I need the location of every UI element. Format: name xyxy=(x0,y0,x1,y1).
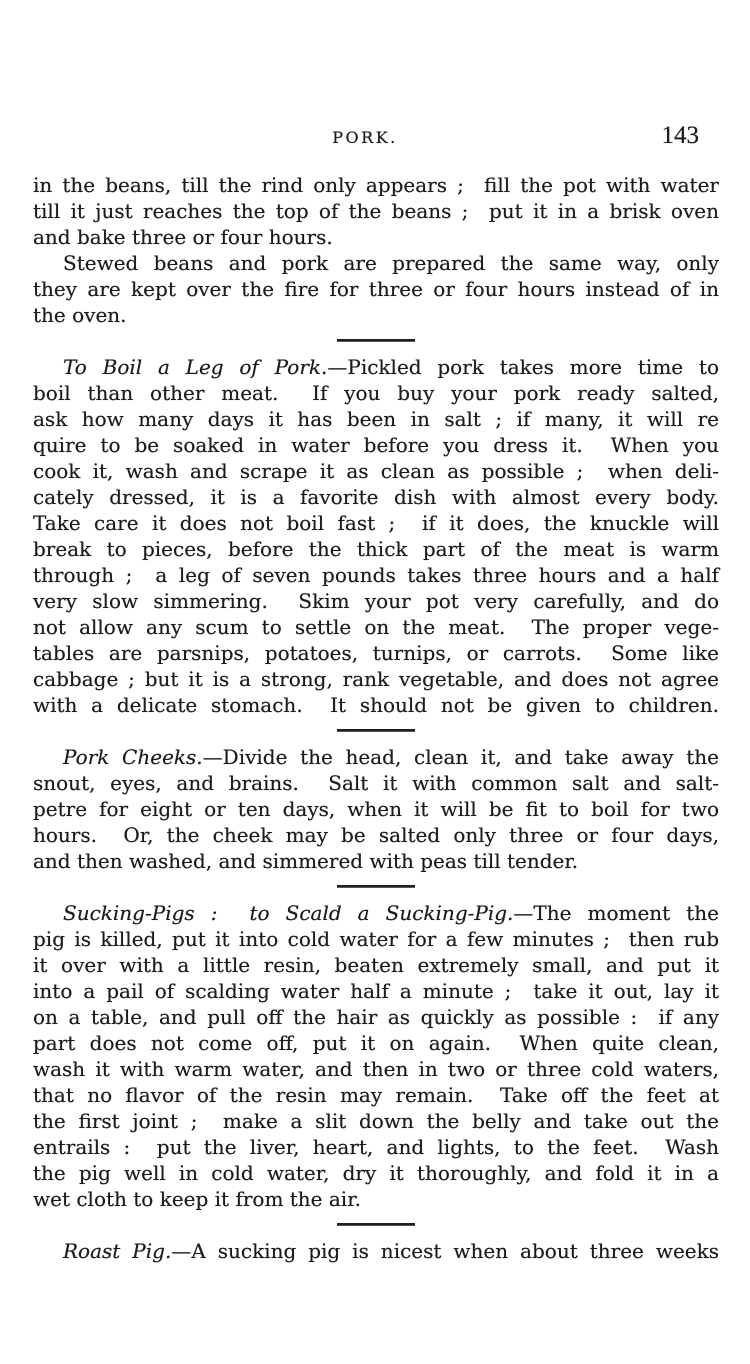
text-line: Pork Cheeks.—Divide the head, clean it, and take away the xyxy=(63,745,719,769)
text-line: Sucking-Pigs : to Scald a Sucking-Pig.—The moment the xyxy=(63,901,719,925)
text-line: tables are parsnips, potatoes, turnips, or carrots. Some like xyxy=(33,641,719,665)
page-title: PORK. xyxy=(332,128,398,147)
text-line: part does not come off, put it on again. When quite clean, xyxy=(33,1031,719,1055)
text-line: Stewed beans and pork are prepared the same way, only xyxy=(63,251,719,275)
text-line: wet cloth to keep it from the air. xyxy=(33,1187,361,1211)
page-body xyxy=(33,172,719,1264)
paragraph xyxy=(33,744,719,874)
text-line: the oven. xyxy=(33,303,127,327)
text-line: entrails : put the liver, heart, and lights, to the feet. Wash xyxy=(33,1135,719,1159)
text-line: the first joint ; make a slit down the belly and take out the xyxy=(33,1109,719,1133)
recipe-title: To Boil a Leg of Pork. xyxy=(63,355,328,379)
section-divider xyxy=(337,885,415,888)
text-line: boil than other meat. If you buy your pork ready salted, xyxy=(33,381,719,405)
text-line: with a delicate stomach. It should not be given to children. xyxy=(33,693,719,717)
text-line: they are kept over the fire for three or four hours instead of in xyxy=(33,277,719,301)
recipe-title: Sucking-Pigs : to Scald a Sucking-Pig. xyxy=(63,901,514,925)
paragraph xyxy=(33,250,719,328)
text-line: in the beans, till the rind only appears ; fill the pot with water xyxy=(33,173,719,197)
text-line: that no flavor of the resin may remain. Take off the feet at xyxy=(33,1083,719,1107)
text-line: and bake three or four hours. xyxy=(33,225,333,249)
paragraph xyxy=(33,1238,719,1264)
text-line: break to pieces, before the thick part of the meat is warm xyxy=(33,537,719,561)
text-line: snout, eyes, and brains. Salt it with common salt and salt- xyxy=(33,771,719,795)
text-line: petre for eight or ten days, when it will be fit to boil for two xyxy=(33,797,719,821)
section-divider xyxy=(337,729,415,732)
paragraph xyxy=(33,900,719,1212)
paragraph xyxy=(33,172,719,250)
text-line: and then washed, and simmered with peas till tender. xyxy=(33,849,579,873)
text-line: not allow any scum to settle on the meat. The proper vege- xyxy=(33,615,719,639)
text-line: Take care it does not boil fast ; if it does, the knuckle will xyxy=(33,511,719,535)
section-divider xyxy=(337,339,415,342)
text-line: ask how many days it has been in salt ; if many, it will re xyxy=(33,407,719,431)
text-line: Roast Pig.—A sucking pig is nicest when about three weeks xyxy=(63,1239,719,1263)
running-header xyxy=(33,122,719,158)
text-line: cately dressed, it is a favorite dish with almost every body. xyxy=(33,485,719,509)
text-line: quire to be soaked in water before you dress it. When you xyxy=(33,433,719,457)
text-line: into a pail of scalding water half a minute ; take it out, lay it xyxy=(33,979,719,1003)
text-line: the pig well in cold water, dry it thoroughly, and fold it in a xyxy=(33,1161,719,1185)
text-line: pig is killed, put it into cold water for a few minutes ; then rub xyxy=(33,927,719,951)
text-line: very slow simmering. Skim your pot very carefully, and do xyxy=(33,589,719,613)
text-line: cook it, wash and scrape it as clean as possible ; when deli- xyxy=(33,459,719,483)
section-divider xyxy=(337,1223,415,1226)
text-line: wash it with warm water, and then in two or three cold waters, xyxy=(33,1057,719,1081)
text-line: it over with a little resin, beaten extremely small, and put it xyxy=(33,953,719,977)
recipe-title: Roast Pig. xyxy=(63,1239,172,1263)
text-line: till it just reaches the top of the beans ; put it in a brisk oven xyxy=(33,199,719,223)
paragraph xyxy=(33,354,719,718)
text-line: cabbage ; but it is a strong, rank vegetable, and does not agree xyxy=(33,667,719,691)
text-line: To Boil a Leg of Pork.—Pickled pork takes more time to xyxy=(63,355,719,379)
page-number: 143 xyxy=(661,122,699,149)
text-line: through ; a leg of seven pounds takes three hours and a half xyxy=(33,563,719,587)
text-block xyxy=(33,122,719,1264)
text-line: on a table, and pull off the hair as quickly as possible : if any xyxy=(33,1005,719,1029)
text-line: hours. Or, the cheek may be salted only three or four days, xyxy=(33,823,719,847)
recipe-title: Pork Cheeks. xyxy=(63,745,203,769)
